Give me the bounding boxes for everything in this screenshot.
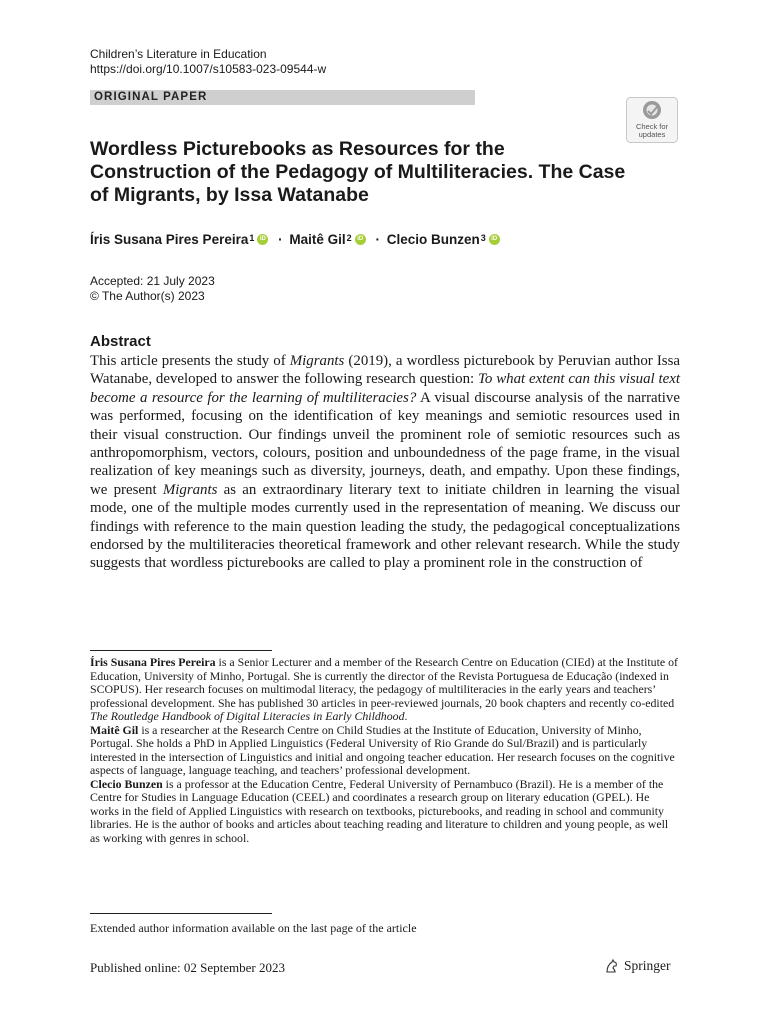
author-list <box>90 232 503 247</box>
abstract-italic: Migrants <box>289 353 345 369</box>
abstract-italic: To what extent can this visual text become a resource for the learning of multiliteracies? <box>90 371 681 406</box>
author-bio <box>90 724 680 778</box>
author-bio <box>90 778 680 846</box>
bio-name: Clecio Bunzen <box>90 776 163 791</box>
copyright-line: © The Author(s) 2023 <box>90 289 205 303</box>
accepted-date: Accepted: 21 July 2023 <box>90 274 215 288</box>
bio-name: Íris Susana Pires Pereira <box>90 655 216 669</box>
check-for-updates-button[interactable] <box>626 97 678 143</box>
abstract-text: This article presents the study of <box>90 353 290 369</box>
author-name: Íris Susana Pires Pereira <box>90 232 249 247</box>
check-updates-line2: updates <box>638 130 666 139</box>
abstract-italic: Migrants <box>162 481 218 498</box>
abstract-text: as an extraordinary literary text to initiate children in learning the visual mode, one of the multiple modes currently used in the representation of meaning. We discuss our findings with reference to the main question leading the study, the pedagogical conceptualizations endorsed by the multiliteracies theoretical framework and other relevant research. While the study suggests that wordless picturebooks are called to play a prominent role in the construction of <box>90 481 680 572</box>
check-updates-line1: Check for <box>635 122 669 131</box>
author-1 <box>90 232 271 247</box>
author-affiliation: 3 <box>480 232 486 243</box>
author-affiliation: 2 <box>346 232 352 243</box>
bio-italic: The Routledge Handbook of Digital Literacies in Early Childhood <box>90 709 405 723</box>
published-date: Published online: 02 September 2023 <box>90 960 285 975</box>
springer-horse-icon <box>604 958 620 974</box>
article-type-badge: ORIGINAL PAPER <box>90 90 475 105</box>
author-3 <box>387 232 503 247</box>
article-title: Wordless Picturebooks as Resources for the Construction of the Pedagogy of Multiliteracies. The Case of Migrants, by Issa Watanabe <box>90 138 626 206</box>
orcid-icon[interactable]: iD <box>489 234 500 245</box>
journal-name: Children’s Literature in Education <box>90 47 267 61</box>
author-name: Maitê Gil <box>289 232 346 247</box>
author-bios <box>90 656 680 845</box>
footnote-divider <box>90 650 272 651</box>
abstract-body <box>90 352 680 573</box>
author-separator: · <box>278 232 283 247</box>
doi-link[interactable]: https://doi.org/10.1007/s10583-023-09544-w <box>90 62 327 76</box>
author-bio <box>90 656 680 724</box>
bio-name: Maitê Gil <box>90 722 139 737</box>
orcid-icon[interactable]: iD <box>355 234 366 245</box>
author-separator: · <box>375 232 380 247</box>
author-affiliation: 1 <box>249 232 255 243</box>
publisher-name: Springer <box>624 958 671 973</box>
orcid-icon[interactable]: iD <box>257 234 268 245</box>
publisher-logo <box>604 958 671 974</box>
bio-end: . <box>404 709 408 723</box>
abstract-text: A visual discourse analysis of the narrative was performed, focusing on the identification of key meanings and semiotic resources used in their visual construction. Our findings unveil the prominent role of semiotic resources such as anthropomorphism, vectors, colours, position and unboundedness of the page frame, in the visual realization of key meanings such as diversity, journeys, death, and empathy. Upon these findings, we present <box>90 389 680 498</box>
author-2 <box>289 232 368 247</box>
abstract-text: (2019), a wordless picturebook by Peruvian author Issa Watanabe, developed to answer the following research question: <box>90 353 680 388</box>
bio-text: is a Senior Lecturer and a member of the Research Centre on Education (CIEd) at the Institute of Education, University of Minho, Portugal. She is currently the director of the Revista Portuguesa de Educação (indexed in SCOPUS). Her research focuses on multimodal literacy, the pedagogy of multiliteracies in the early years and teachers’ professional development. She has published 30 articles in peer-reviewed journals, 20 book chapters and recently co-edited <box>90 655 678 710</box>
author-name: Clecio Bunzen <box>386 232 480 247</box>
extended-author-info: Extended author information available on the last page of the article <box>90 921 417 935</box>
bio-text: is a researcher at the Research Centre on Child Studies at the Institute of Education, University of Minho, Portugal. She holds a PhD in Applied Linguistics (Federal University of Rio Grande do Sul/Brazil) and is particularly interested in the intersection of Linguistics and initial and ongoing teacher education. Her research focuses on the cognitive aspects of language, language teaching, and teachers’ professional development. <box>90 722 675 777</box>
bio-text: is a professor at the Education Centre, Federal University of Pernambuco (Brazil). He is a member of the Centre for Studies in Language Education (CEEL) and coordinates a research group on literary education (GPEL). He works in the field of Applied Linguistics with research on textbooks, picturebooks, and reading in school and community libraries. He is the author of books and articles about teaching reading and literature to children and young people, as well as working with genres in school. <box>90 776 669 845</box>
check-for-updates-icon <box>626 97 678 143</box>
footnote-divider <box>90 913 272 914</box>
article-dates <box>90 274 215 304</box>
abstract-heading: Abstract <box>90 333 151 350</box>
journal-header <box>90 47 326 77</box>
